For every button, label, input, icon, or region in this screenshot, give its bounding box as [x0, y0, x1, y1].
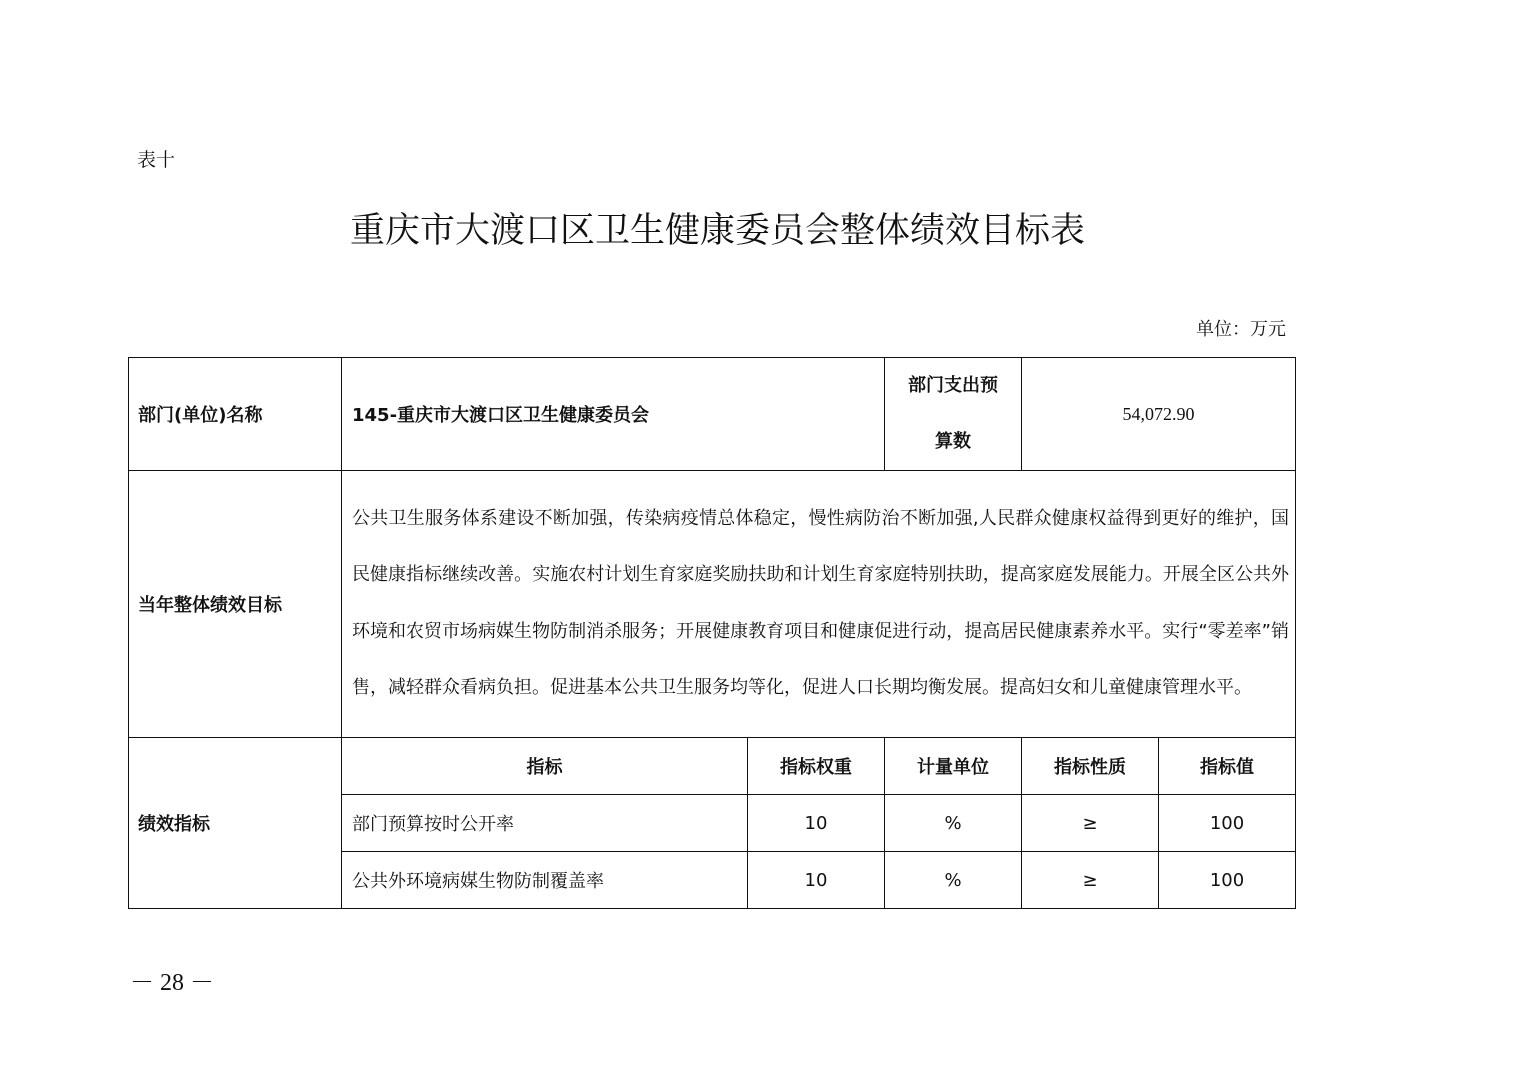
dept-name-cell: 145-重庆市大渡口区卫生健康委员会 — [342, 358, 885, 471]
goal-text-cell: 公共卫生服务体系建设不断加强，传染病疫情总体稳定，慢性病防治不断加强,人民群众健康权益得到更好的维护，国民健康指标继续改善。实施农村计划生育家庭奖励扶助和计划生育家庭特别扶助，提高家庭发展能力。开展全区公共外环境和农贸市场病媒生物防制消杀服务；开展健康教育项目和健康促进行动，提高居民健康素养水平。实行“零差率”销售，减轻群众看病负担。促进基本公共卫生服务均等化，促进人口长期均衡发展。提高妇女和儿童健康管理水平。 — [342, 471, 1296, 738]
unit-note: 单位：万元 — [1196, 319, 1286, 340]
indicator-unit: % — [885, 852, 1022, 909]
indicator-value: 100 — [1159, 852, 1296, 909]
indicator-nature: ≥ — [1022, 852, 1159, 909]
document-title: 重庆市大渡口区卫生健康委员会整体绩效目标表 — [350, 211, 1086, 251]
department-row — [129, 358, 1296, 471]
indicator-name: 部门预算按时公开率 — [342, 795, 748, 852]
goal-label-cell: 当年整体绩效目标 — [129, 471, 342, 738]
header-indicator: 指标 — [342, 738, 748, 795]
header-value: 指标值 — [1159, 738, 1296, 795]
dept-label-cell: 部门(单位)名称 — [129, 358, 342, 471]
header-nature: 指标性质 — [1022, 738, 1159, 795]
table-label: 表十 — [137, 149, 176, 171]
indicators-label-cell: 绩效指标 — [129, 738, 342, 909]
indicator-name: 公共外环境病媒生物防制覆盖率 — [342, 852, 748, 909]
header-unit: 计量单位 — [885, 738, 1022, 795]
header-weight: 指标权重 — [748, 738, 885, 795]
page-number: － 28 － — [130, 970, 214, 996]
indicator-header-row — [129, 738, 1296, 795]
budget-label-line1: 部门支出预 — [908, 375, 999, 396]
goal-row — [129, 471, 1296, 738]
budget-label-line2: 算数 — [935, 431, 972, 452]
performance-target-table — [128, 357, 1296, 909]
indicator-nature: ≥ — [1022, 795, 1159, 852]
indicator-weight: 10 — [748, 852, 885, 909]
indicator-weight: 10 — [748, 795, 885, 852]
budget-label-cell — [885, 358, 1022, 471]
budget-value-cell: 54,072.90 — [1022, 358, 1296, 471]
indicator-value: 100 — [1159, 795, 1296, 852]
indicator-unit: % — [885, 795, 1022, 852]
